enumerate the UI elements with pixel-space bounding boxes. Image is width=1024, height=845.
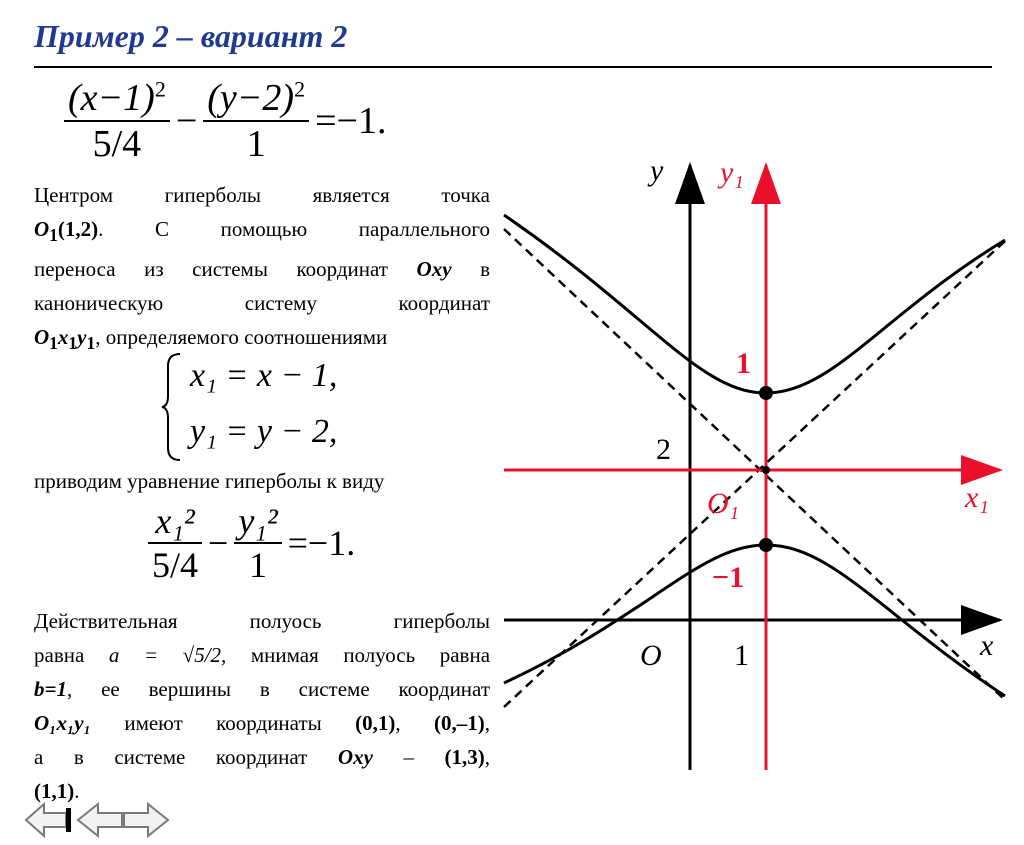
equation-canonical: $\frac{\text{x₁²}}{5/4}$ − $\frac{\text{y₁²}}{1}$ =−1. — [148, 500, 361, 586]
vertex-upper — [759, 386, 773, 400]
brace-icon — [160, 352, 184, 462]
equation-original: $\frac{(x-1)^2}{5/4}$ − $\frac{(y-2)^2}{1}$ =−1. — [64, 76, 392, 166]
tick-label-y-2: 2 — [656, 433, 671, 466]
page-title: Пример 2 – вариант 2 — [34, 18, 348, 54]
tick-label-x-1: 1 — [734, 639, 749, 672]
tick-label-y1-m1: −1 — [712, 561, 745, 594]
label-y1: y₁ — [720, 156, 744, 189]
paragraph-axes: Действительная полуось гиперболы равна a = √5/2, мнимая полуось равна b=1, ее вершины в системе координат O₁x₁y₁ имеют координаты (0,1), (0,–1), а в системе координат Oxy – (1,3), (1,1). — [34, 609, 491, 803]
system-row-2: y₁ = y − 2, — [190, 413, 338, 450]
title-divider — [34, 66, 992, 68]
first-page-button[interactable] — [26, 804, 71, 836]
asymptote-1 — [504, 229, 1005, 700]
center-point — [762, 466, 770, 474]
next-button[interactable] — [124, 804, 168, 836]
first-page-icon — [26, 804, 66, 836]
label-o1: O₁ — [707, 487, 740, 520]
prev-button[interactable] — [78, 804, 122, 836]
paragraph-center: Центром гиперболы является точка $O_1(1,2)$. С помощью параллельного переноса из системы координат Oxy в каноническую систему координат $O_1x_1y_1$, определяемого соотношениями — [34, 183, 490, 354]
label-y: y — [650, 154, 664, 187]
next-arrow-icon — [124, 804, 168, 836]
tick-label-y1-1: 1 — [736, 347, 751, 380]
system-row-1: x₁ = x − 1, — [190, 357, 338, 394]
coordinate-system — [160, 348, 420, 463]
hyperbola-graph — [500, 145, 1010, 775]
vertex-lower — [759, 538, 773, 552]
nav-bar — [22, 800, 172, 845]
label-x: x — [980, 629, 994, 662]
hyperbola-upper-branch — [504, 215, 1005, 393]
asymptote-2 — [504, 241, 1005, 707]
paragraph-reduce: приводим уравнение гиперболы к виду — [34, 469, 385, 493]
label-x1: x₁ — [965, 481, 989, 514]
label-origin: O — [640, 639, 662, 672]
prev-arrow-icon — [78, 804, 122, 836]
